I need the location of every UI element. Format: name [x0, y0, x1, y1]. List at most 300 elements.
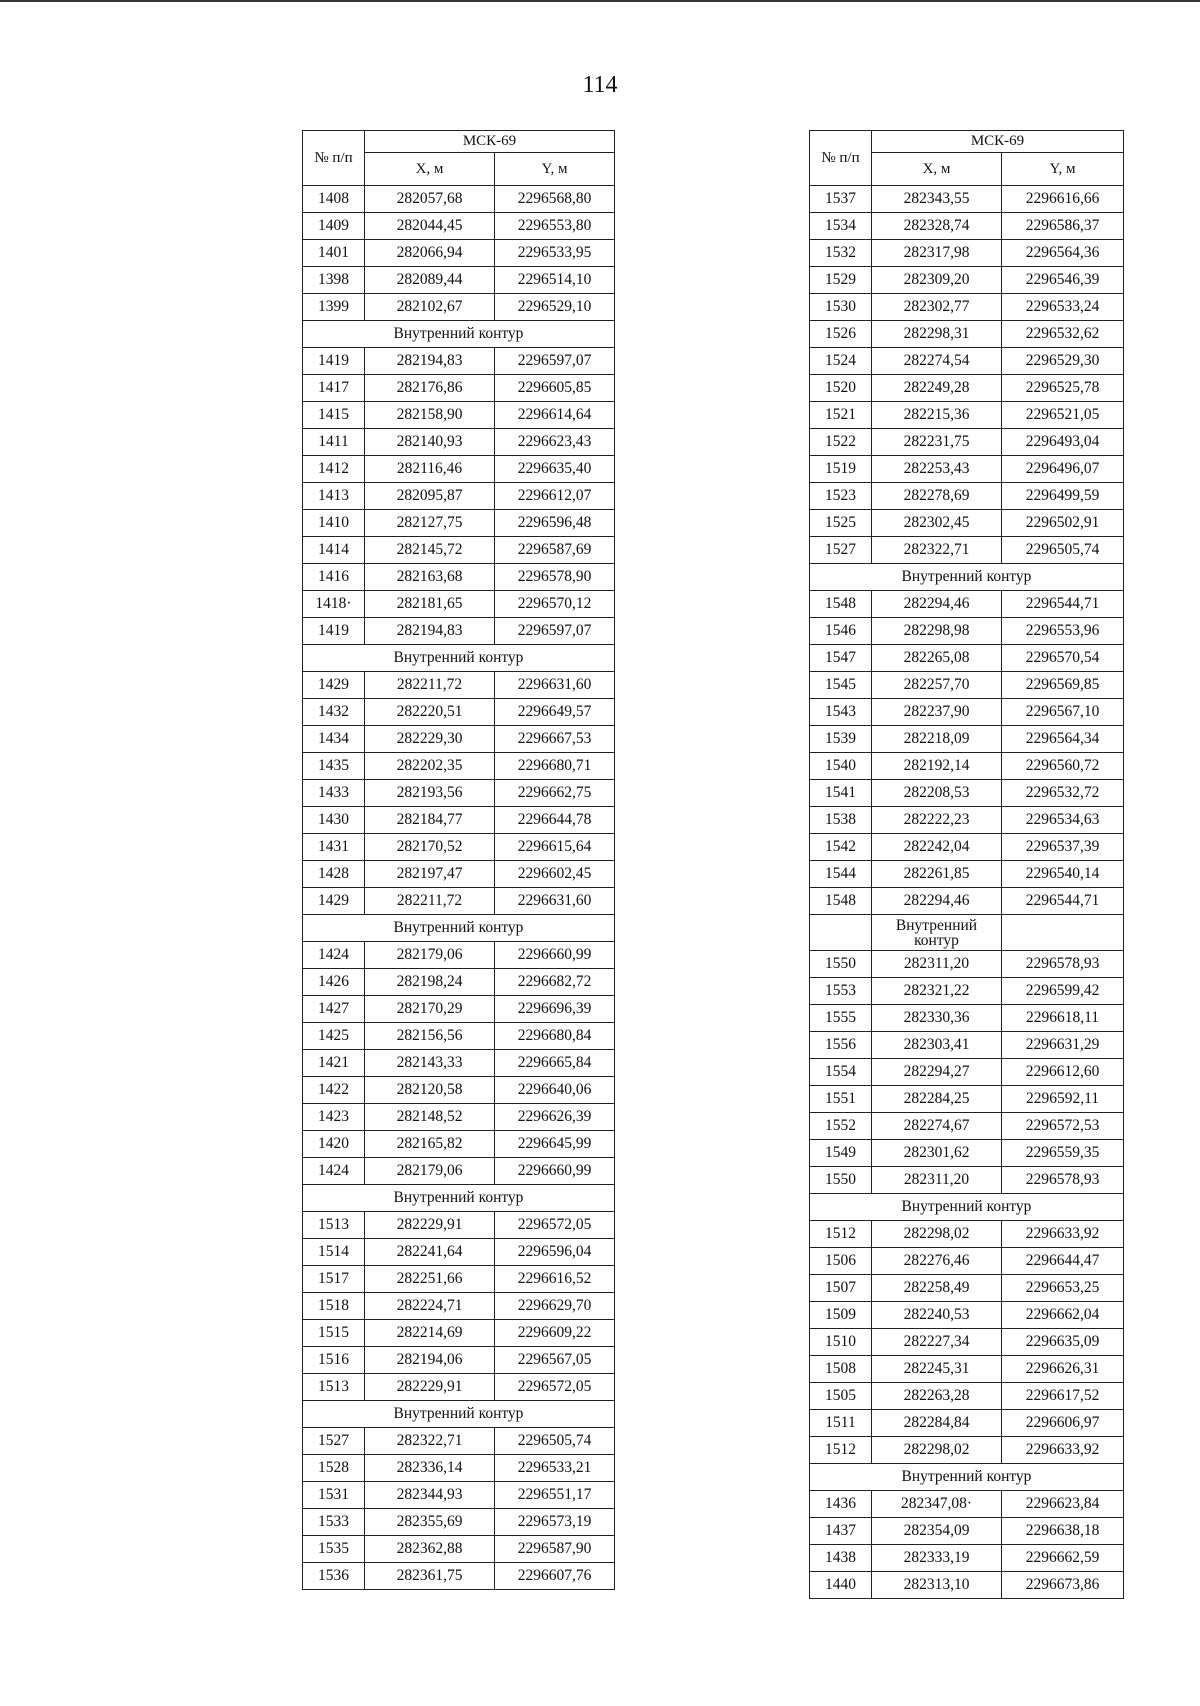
y-coordinate-cell: 2296645,99	[495, 1131, 615, 1158]
point-number-cell: 1526	[810, 321, 872, 348]
y-coordinate-cell: 2296633,92	[1002, 1221, 1124, 1248]
x-coordinate-cell: 282257,70	[872, 672, 1002, 699]
table-row	[810, 240, 1124, 267]
y-coordinate-cell: 2296569,85	[1002, 672, 1124, 699]
table-row	[810, 213, 1124, 240]
point-number-cell: 1432	[303, 699, 365, 726]
y-coordinate-cell: 2296602,45	[495, 861, 615, 888]
y-coordinate-cell: 2296564,34	[1002, 726, 1124, 753]
y-coordinate-cell: 2296587,90	[495, 1536, 615, 1563]
point-number-cell: 1520	[810, 375, 872, 402]
table-row	[303, 348, 615, 375]
table-body	[810, 186, 1124, 1599]
point-number-cell: 1552	[810, 1113, 872, 1140]
x-coordinate-cell: 282181,65	[365, 591, 495, 618]
y-coordinate-cell: 2296660,99	[495, 1158, 615, 1185]
x-coordinate-cell: 282354,09	[872, 1518, 1002, 1545]
y-coordinate-cell: 2296662,75	[495, 780, 615, 807]
table-row	[810, 951, 1124, 978]
section-header-row	[303, 645, 615, 672]
table-row	[303, 861, 615, 888]
table-row	[810, 1275, 1124, 1302]
table-row	[303, 1374, 615, 1401]
table-row	[810, 1572, 1124, 1599]
table-row	[303, 780, 615, 807]
section-label: Внутренний контур	[303, 645, 615, 672]
y-coordinate-cell: 2296631,60	[495, 672, 615, 699]
section-header-row	[303, 1185, 615, 1212]
table-row	[810, 618, 1124, 645]
y-coordinate-cell: 2296560,72	[1002, 753, 1124, 780]
point-number-cell: 1523	[810, 483, 872, 510]
table-row	[810, 780, 1124, 807]
table-row	[303, 510, 615, 537]
point-number-cell: 1524	[810, 348, 872, 375]
point-number-cell: 1537	[810, 186, 872, 213]
table-row	[303, 1482, 615, 1509]
table-row	[303, 456, 615, 483]
table-header	[303, 131, 615, 186]
table-row	[303, 1347, 615, 1374]
table-row	[810, 1356, 1124, 1383]
y-coordinate-cell: 2296623,84	[1002, 1491, 1124, 1518]
point-number-cell: 1536	[303, 1563, 365, 1590]
x-coordinate-cell: 282298,02	[872, 1221, 1002, 1248]
y-coordinate-cell: 2296662,59	[1002, 1545, 1124, 1572]
x-coordinate-cell: 282057,68	[365, 186, 495, 213]
point-number-cell: 1509	[810, 1302, 872, 1329]
x-coordinate-cell: 282208,53	[872, 780, 1002, 807]
table-row	[810, 375, 1124, 402]
x-coordinate-cell: 282224,71	[365, 1293, 495, 1320]
x-coordinate-cell: 282229,91	[365, 1212, 495, 1239]
x-coordinate-cell: 282311,20	[872, 951, 1002, 978]
x-coordinate-cell: 282302,45	[872, 510, 1002, 537]
point-number-cell: 1544	[810, 861, 872, 888]
x-coordinate-cell: 282148,52	[365, 1104, 495, 1131]
point-number-cell: 1527	[303, 1428, 365, 1455]
y-coordinate-cell: 2296572,05	[495, 1212, 615, 1239]
table-row	[303, 672, 615, 699]
x-coordinate-cell: 282274,54	[872, 348, 1002, 375]
y-coordinate-cell: 2296533,24	[1002, 294, 1124, 321]
table-row	[303, 213, 615, 240]
table-row	[810, 726, 1124, 753]
point-number-cell: 1543	[810, 699, 872, 726]
point-number-cell: 1513	[303, 1212, 365, 1239]
point-number-cell: 1438	[810, 1545, 872, 1572]
point-number-cell: 1546	[810, 618, 872, 645]
table-row	[810, 1221, 1124, 1248]
point-number-cell: 1507	[810, 1275, 872, 1302]
x-coordinate-cell: 282095,87	[365, 483, 495, 510]
x-coordinate-cell: 282298,02	[872, 1437, 1002, 1464]
section-label: Внутренний контур	[303, 915, 615, 942]
point-number-cell: 1515	[303, 1320, 365, 1347]
point-number-cell: 1512	[810, 1437, 872, 1464]
y-coordinate-cell: 2296626,31	[1002, 1356, 1124, 1383]
x-coordinate-cell: 282176,86	[365, 375, 495, 402]
point-number-cell: 1540	[810, 753, 872, 780]
point-number-cell: 1512	[810, 1221, 872, 1248]
x-coordinate-cell: 282066,94	[365, 240, 495, 267]
y-coordinate-cell: 2296521,05	[1002, 402, 1124, 429]
x-coordinate-cell: 282156,56	[365, 1023, 495, 1050]
x-coordinate-cell: 282231,75	[872, 429, 1002, 456]
table-row	[810, 402, 1124, 429]
x-coordinate-cell: 282211,72	[365, 672, 495, 699]
y-coordinate-cell: 2296597,07	[495, 348, 615, 375]
table-row	[810, 888, 1124, 915]
table-row	[303, 942, 615, 969]
y-coordinate-cell: 2296553,80	[495, 213, 615, 240]
y-coordinate-cell: 2296662,04	[1002, 1302, 1124, 1329]
y-coordinate-cell: 2296525,78	[1002, 375, 1124, 402]
section-label: Внутренний контур	[810, 1194, 1124, 1221]
table-row	[303, 1509, 615, 1536]
x-coordinate-cell: 282127,75	[365, 510, 495, 537]
y-coordinate-cell: 2296567,10	[1002, 699, 1124, 726]
x-column-header: Х, м	[872, 153, 1002, 186]
y-coordinate-cell: 2296682,72	[495, 969, 615, 996]
table-row	[303, 726, 615, 753]
x-coordinate-cell: 282362,88	[365, 1536, 495, 1563]
point-number-cell: 1510	[810, 1329, 872, 1356]
table-row	[303, 1023, 615, 1050]
point-number-cell: 1522	[810, 429, 872, 456]
table-row	[303, 375, 615, 402]
x-coordinate-cell: 282194,06	[365, 1347, 495, 1374]
x-coordinate-cell: 282284,25	[872, 1086, 1002, 1113]
point-number-cell: 1542	[810, 834, 872, 861]
x-coordinate-cell: 282044,45	[365, 213, 495, 240]
y-column-header: Y, м	[1002, 153, 1124, 186]
point-number-cell: 1430	[303, 807, 365, 834]
table-row	[303, 1104, 615, 1131]
table-row	[810, 1059, 1124, 1086]
point-number-cell: 1424	[303, 1158, 365, 1185]
point-number-cell: 1548	[810, 591, 872, 618]
x-coordinate-cell: 282227,34	[872, 1329, 1002, 1356]
y-coordinate-cell: 2296533,95	[495, 240, 615, 267]
y-coordinate-cell: 2296529,10	[495, 294, 615, 321]
y-coordinate-cell: 2296629,70	[495, 1293, 615, 1320]
table-row	[303, 807, 615, 834]
x-coordinate-cell: 282278,69	[872, 483, 1002, 510]
point-number-cell: 1419	[303, 348, 365, 375]
table-row	[810, 510, 1124, 537]
x-coordinate-cell: 282241,64	[365, 1239, 495, 1266]
point-number-cell: 1521	[810, 402, 872, 429]
table-row	[303, 267, 615, 294]
point-number-cell: 1419	[303, 618, 365, 645]
y-coordinate-cell: 2296578,93	[1002, 951, 1124, 978]
point-number-cell: 1424	[303, 942, 365, 969]
table-row	[810, 1491, 1124, 1518]
point-number-cell: 1518	[303, 1293, 365, 1320]
point-number-cell: 1425	[303, 1023, 365, 1050]
table-row	[810, 1329, 1124, 1356]
y-coordinate-cell: 2296546,39	[1002, 267, 1124, 294]
table-row	[303, 753, 615, 780]
x-coordinate-cell: 282298,98	[872, 618, 1002, 645]
point-number-cell: 1529	[810, 267, 872, 294]
x-coordinate-cell: 282294,27	[872, 1059, 1002, 1086]
table-row	[810, 1167, 1124, 1194]
x-coordinate-cell: 282301,62	[872, 1140, 1002, 1167]
x-coordinate-cell: 282344,93	[365, 1482, 495, 1509]
point-number-cell: 1426	[303, 969, 365, 996]
y-coordinate-cell: 2296564,36	[1002, 240, 1124, 267]
table-row	[303, 1293, 615, 1320]
y-coordinate-cell: 2296609,22	[495, 1320, 615, 1347]
x-coordinate-cell: 282240,53	[872, 1302, 1002, 1329]
table-row	[810, 591, 1124, 618]
table-row	[810, 294, 1124, 321]
top-border-line	[0, 0, 1200, 2]
x-coordinate-cell: 282336,14	[365, 1455, 495, 1482]
section-header-row	[303, 321, 615, 348]
x-coordinate-cell: 282321,22	[872, 978, 1002, 1005]
x-coordinate-cell: 282202,35	[365, 753, 495, 780]
table-row	[810, 978, 1124, 1005]
point-number-cell: 1549	[810, 1140, 872, 1167]
point-number-cell: 1413	[303, 483, 365, 510]
y-coordinate-cell: 2296617,52	[1002, 1383, 1124, 1410]
x-coordinate-cell: 282198,24	[365, 969, 495, 996]
x-coordinate-cell: 282194,83	[365, 618, 495, 645]
y-coordinate-cell: 2296578,90	[495, 564, 615, 591]
x-coordinate-cell: 282143,33	[365, 1050, 495, 1077]
table-row	[810, 672, 1124, 699]
point-number-cell: 1532	[810, 240, 872, 267]
point-number-cell: 1431	[303, 834, 365, 861]
coordinates-table-left	[302, 130, 615, 1590]
y-coordinate-cell: 2296653,25	[1002, 1275, 1124, 1302]
y-coordinate-cell: 2296559,35	[1002, 1140, 1124, 1167]
point-number-cell: 1554	[810, 1059, 872, 1086]
x-coordinate-cell: 282215,36	[872, 402, 1002, 429]
y-coordinate-cell: 2296586,37	[1002, 213, 1124, 240]
y-coordinate-cell: 2296606,97	[1002, 1410, 1124, 1437]
x-coordinate-cell: 282211,72	[365, 888, 495, 915]
y-coordinate-cell: 2296614,64	[495, 402, 615, 429]
point-number-cell: 1545	[810, 672, 872, 699]
y-coordinate-cell: 2296505,74	[495, 1428, 615, 1455]
x-coordinate-cell: 282253,43	[872, 456, 1002, 483]
table-row	[810, 1383, 1124, 1410]
point-number-cell: 1423	[303, 1104, 365, 1131]
y-coordinate-cell: 2296635,09	[1002, 1329, 1124, 1356]
y-coordinate-cell: 2296573,19	[495, 1509, 615, 1536]
point-number-cell: 1410	[303, 510, 365, 537]
table-row	[303, 186, 615, 213]
table-row	[303, 1536, 615, 1563]
y-coordinate-cell: 2296616,52	[495, 1266, 615, 1293]
x-coordinate-cell: 282222,23	[872, 807, 1002, 834]
point-number-cell: 1416	[303, 564, 365, 591]
point-number-cell: 1421	[303, 1050, 365, 1077]
table-row	[810, 1086, 1124, 1113]
table-row	[810, 753, 1124, 780]
point-number-cell: 1436	[810, 1491, 872, 1518]
x-coordinate-cell: 282163,68	[365, 564, 495, 591]
table-row	[810, 807, 1124, 834]
x-coordinate-cell: 282261,85	[872, 861, 1002, 888]
x-coordinate-cell: 282116,46	[365, 456, 495, 483]
table-row	[303, 564, 615, 591]
x-coordinate-cell: 282347,08·	[872, 1491, 1002, 1518]
x-column-header: Х, м	[365, 153, 495, 186]
table-row	[303, 1320, 615, 1347]
x-coordinate-cell: 282274,67	[872, 1113, 1002, 1140]
y-coordinate-cell: 2296532,62	[1002, 321, 1124, 348]
x-coordinate-cell: 282328,74	[872, 213, 1002, 240]
x-coordinate-cell: 282311,20	[872, 1167, 1002, 1194]
x-coordinate-cell: 282179,06	[365, 942, 495, 969]
point-number-cell: 1534	[810, 213, 872, 240]
table-row	[303, 1239, 615, 1266]
y-coordinate-cell: 2296493,04	[1002, 429, 1124, 456]
point-number-cell: 1511	[810, 1410, 872, 1437]
table-row	[810, 267, 1124, 294]
point-number-cell: 1516	[303, 1347, 365, 1374]
section-label: Внутренний контур	[303, 1401, 615, 1428]
table-row	[810, 1518, 1124, 1545]
x-coordinate-cell: 282333,19	[872, 1545, 1002, 1572]
table-row	[303, 699, 615, 726]
table-row	[303, 618, 615, 645]
x-coordinate-cell: 282242,04	[872, 834, 1002, 861]
point-number-cell: 1514	[303, 1239, 365, 1266]
x-coordinate-cell: 282355,69	[365, 1509, 495, 1536]
x-coordinate-cell: 282179,06	[365, 1158, 495, 1185]
coordinates-table-right	[809, 130, 1124, 1599]
x-coordinate-cell: 282237,90	[872, 699, 1002, 726]
point-number-cell: 1547	[810, 645, 872, 672]
table-row	[303, 591, 615, 618]
point-number-cell: 1414	[303, 537, 365, 564]
y-coordinate-cell: 2296631,29	[1002, 1032, 1124, 1059]
y-coordinate-cell: 2296597,07	[495, 618, 615, 645]
point-number-cell: 1428	[303, 861, 365, 888]
point-number-cell: 1528	[303, 1455, 365, 1482]
table-row	[303, 834, 615, 861]
section-label: Внутренний контур	[872, 915, 1002, 951]
table-row	[303, 1131, 615, 1158]
x-coordinate-cell: 282197,47	[365, 861, 495, 888]
point-number-cell: 1417	[303, 375, 365, 402]
section-header-row	[303, 1401, 615, 1428]
point-number-cell: 1538	[810, 807, 872, 834]
point-number-cell: 1434	[303, 726, 365, 753]
y-coordinate-cell: 2296514,10	[495, 267, 615, 294]
y-coordinate-cell: 2296612,60	[1002, 1059, 1124, 1086]
x-coordinate-cell: 282263,28	[872, 1383, 1002, 1410]
y-coordinate-cell: 2296532,72	[1002, 780, 1124, 807]
point-number-cell: 1551	[810, 1086, 872, 1113]
y-coordinate-cell: 2296644,78	[495, 807, 615, 834]
table-row	[303, 1077, 615, 1104]
y-coordinate-cell: 2296623,43	[495, 429, 615, 456]
section-header-row	[810, 1464, 1124, 1491]
x-coordinate-cell: 282298,31	[872, 321, 1002, 348]
x-coordinate-cell: 282229,30	[365, 726, 495, 753]
x-coordinate-cell: 282214,69	[365, 1320, 495, 1347]
y-coordinate-cell: 2296592,11	[1002, 1086, 1124, 1113]
section-label: Внутренний контур	[303, 1185, 615, 1212]
point-number-cell: 1429	[303, 888, 365, 915]
table-row	[810, 645, 1124, 672]
x-coordinate-cell: 282330,36	[872, 1005, 1002, 1032]
table-header	[810, 131, 1124, 186]
point-number-cell: 1412	[303, 456, 365, 483]
section-label: Внутренний контур	[810, 564, 1124, 591]
point-number-cell: 1530	[810, 294, 872, 321]
table-row	[303, 1563, 615, 1590]
x-coordinate-cell: 282251,66	[365, 1266, 495, 1293]
table-row	[810, 1005, 1124, 1032]
y-coordinate-cell: 2296533,21	[495, 1455, 615, 1482]
point-number-cell: 1539	[810, 726, 872, 753]
table-row	[303, 483, 615, 510]
y-coordinate-cell: 2296615,64	[495, 834, 615, 861]
table-row	[303, 1266, 615, 1293]
x-coordinate-cell: 282145,72	[365, 537, 495, 564]
section-label: Внутренний контур	[810, 1464, 1124, 1491]
table-row	[810, 483, 1124, 510]
coordinate-system-header: МСК-69	[365, 131, 615, 153]
table-row	[810, 1545, 1124, 1572]
x-coordinate-cell: 282276,46	[872, 1248, 1002, 1275]
y-coordinate-cell: 2296587,69	[495, 537, 615, 564]
y-coordinate-cell: 2296660,99	[495, 942, 615, 969]
section-header-row	[303, 915, 615, 942]
point-number-cell: 1517	[303, 1266, 365, 1293]
x-coordinate-cell: 282220,51	[365, 699, 495, 726]
x-coordinate-cell: 282193,56	[365, 780, 495, 807]
x-coordinate-cell: 282229,91	[365, 1374, 495, 1401]
x-coordinate-cell: 282184,77	[365, 807, 495, 834]
x-coordinate-cell: 282089,44	[365, 267, 495, 294]
y-column-header: Y, м	[495, 153, 615, 186]
y-coordinate-cell: 2296626,39	[495, 1104, 615, 1131]
coordinate-system-header: МСК-69	[872, 131, 1124, 153]
y-coordinate-cell: 2296640,06	[495, 1077, 615, 1104]
table-row	[810, 537, 1124, 564]
point-number-cell: 1420	[303, 1131, 365, 1158]
point-number-cell: 1437	[810, 1518, 872, 1545]
table-row	[303, 969, 615, 996]
table-row	[810, 348, 1124, 375]
empty-cell	[810, 915, 872, 951]
x-coordinate-cell: 282218,09	[872, 726, 1002, 753]
table-row	[303, 1158, 615, 1185]
point-number-cell: 1433	[303, 780, 365, 807]
table-row	[303, 537, 615, 564]
y-coordinate-cell: 2296544,71	[1002, 888, 1124, 915]
x-coordinate-cell: 282140,93	[365, 429, 495, 456]
point-number-cell: 1401	[303, 240, 365, 267]
table-row	[303, 1212, 615, 1239]
point-number-cell: 1550	[810, 951, 872, 978]
x-coordinate-cell: 282322,71	[365, 1428, 495, 1455]
empty-cell	[1002, 915, 1124, 951]
point-number-cell: 1409	[303, 213, 365, 240]
section-header-row	[810, 1194, 1124, 1221]
table-row	[810, 1248, 1124, 1275]
table-row	[303, 888, 615, 915]
